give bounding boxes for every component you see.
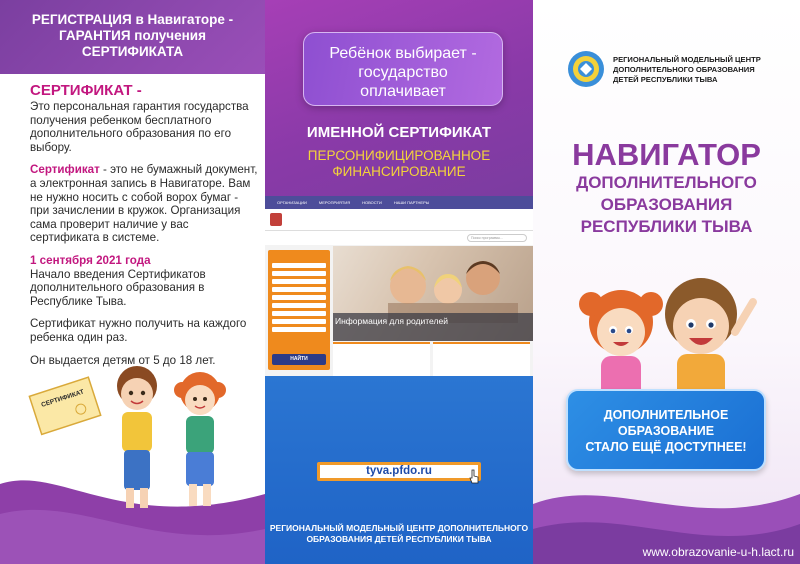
header-line-2: ГАРАНТИЯ получения: [59, 28, 206, 43]
girl-illustration: [117, 366, 157, 508]
site-find-button: НАЙТИ: [272, 354, 326, 365]
start-date: 1 сентября 2021 года: [30, 253, 151, 267]
callout-line-2: ОБРАЗОВАНИЕ: [617, 424, 715, 438]
slogan-bubble: [303, 32, 503, 106]
site-top-bar: [265, 196, 533, 209]
certificate-sign-text: СЕРТИФИКАТ: [40, 388, 85, 409]
left-panel: [0, 0, 265, 564]
org-line-3: ДЕТЕЙ РЕСПУБЛИКИ ТЫВА: [613, 75, 718, 84]
header-line-1: РЕГИСТРАЦИЯ в Навигаторе -: [31, 12, 234, 27]
family-photo: [333, 246, 533, 341]
site-card: [433, 342, 530, 376]
site-cards: [333, 342, 533, 376]
financing-subheading: [265, 148, 533, 180]
middle-footer-line-2: ОБРАЗОВАНИЯ ДЕТЕЙ РЕСПУБЛИКИ ТЫВА: [306, 534, 492, 544]
hand-cursor-icon: [468, 469, 480, 485]
navigator-title-line-3: ОБРАЗОВАНИЯ: [600, 195, 733, 214]
middle-top-section: [265, 0, 533, 196]
certificate-definition: Это персональная гарантия государства получения ребенком бесплатного дополнительного образования по его выбору.: [30, 100, 249, 154]
certificate-heading: СЕРТИФИКАТ -: [30, 82, 142, 99]
navigator-title-line-1: НАВИГАТОР: [572, 137, 761, 172]
site-top-item: НАШИ ПАРТНЕРЫ: [393, 200, 430, 205]
site-card: [333, 342, 430, 376]
photo-caption: [333, 313, 533, 341]
left-illustration: [0, 364, 265, 564]
left-body: [30, 82, 260, 376]
site-search-input: Поиск программы...: [467, 234, 527, 242]
org-line-1: РЕГИОНАЛЬНЫЙ МОДЕЛЬНЫЙ ЦЕНТР: [613, 55, 761, 64]
navigator-title-line-4: РЕСПУБЛИКИ ТЫВА: [580, 217, 753, 236]
navigator-title: [533, 138, 800, 238]
certificate-sign-icon: [29, 377, 100, 434]
site-top-item: ОРГАНИЗАЦИИ: [277, 200, 307, 205]
redhead-girl-illustration: [174, 372, 226, 506]
slogan-line-2: государство: [358, 64, 448, 81]
certificate-electronic-note: [30, 163, 260, 245]
site-header: [265, 209, 533, 231]
slogan-line-1: Ребёнок выбирает -: [329, 45, 477, 62]
organization-name: [613, 55, 793, 85]
photo-caption-title: Информация для родителей: [335, 316, 448, 326]
financing-line-1: ПЕРСОНИФИЦИРОВАННОЕ: [307, 148, 491, 163]
start-date-text: Начало введения Сертификатов дополнительного образования в Республике Тыва.: [30, 267, 206, 308]
site-logo-icon: [270, 213, 282, 226]
site-top-item: МЕРОПРИЯТИЯ: [318, 200, 351, 205]
site-top-item: НОВОСТИ: [362, 200, 382, 205]
navigator-title-line-2: ДОПОЛНИТЕЛЬНОГО: [576, 173, 757, 192]
middle-panel: [265, 0, 533, 564]
accessibility-callout: [566, 389, 766, 471]
site-nav-bar: [265, 231, 533, 245]
certificate-electronic-text: - это не бумажный документ, а электронная запись в Навигаторе. Вам не нужно носить с собой ворох бумаг - при зачислении в кружок. Организация сама проверит наличие у вас сертификата в системе.: [30, 163, 258, 245]
callout-line-1: ДОПОЛНИТЕЛЬНОЕ: [603, 408, 729, 422]
navigator-website-screenshot: [265, 196, 533, 376]
financing-line-2: ФИНАНСИРОВАНИЕ: [332, 164, 466, 179]
middle-footer-org: [265, 523, 533, 545]
left-header: [0, 0, 265, 74]
kids-illustration: [563, 262, 773, 402]
once-per-child-text: Сертификат нужно получить на каждого ребенка один раз.: [30, 317, 247, 344]
header-line-3: СЕРТИФИКАТА: [81, 44, 184, 59]
republic-emblem-icon: [567, 50, 605, 88]
middle-blue-section: [265, 376, 533, 564]
age-range-text: Он выдается детям от 5 до 18 лет.: [30, 353, 216, 367]
right-panel: [533, 0, 800, 564]
certificate-word: Сертификат: [30, 163, 100, 177]
site-search-form: [268, 250, 330, 370]
named-certificate-heading: ИМЕННОЙ СЕРТИФИКАТ: [306, 124, 492, 141]
middle-footer-line-1: РЕГИОНАЛЬНЫЙ МОДЕЛЬНЫЙ ЦЕНТР ДОПОЛНИТЕЛЬНОГО: [269, 523, 529, 533]
navigator-url-box: tyva.pfdo.ru: [317, 462, 481, 481]
slogan-line-3: оплачивает: [360, 83, 446, 100]
callout-line-3: СТАЛО ЕЩЁ ДОСТУПНЕЕ!: [585, 440, 747, 454]
website-url-footer: www.obrazovanie-u-h.lact.ru: [642, 545, 794, 559]
org-line-2: ДОПОЛНИТЕЛЬНОГО ОБРАЗОВАНИЯ: [613, 65, 755, 74]
